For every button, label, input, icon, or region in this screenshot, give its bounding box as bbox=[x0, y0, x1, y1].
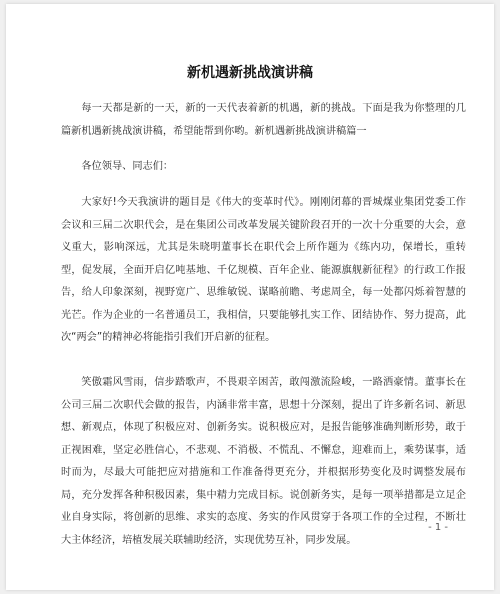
salutation-paragraph: 各位领导、同志们： bbox=[81, 161, 174, 172]
page-number: - 1 - bbox=[428, 522, 448, 533]
document-title: 新机遇新挑战演讲稿 bbox=[187, 65, 313, 81]
body-paragraph: 笑傲霜风雪雨，信步踏歌声，不畏艰辛困苦，敢闯激流险峻，一路洒豪情。董事长在公司三届二次职代会做的报告，内涵非常丰富，思想十分深刻，提出了许多新名词、新思想、新观点，体现了积极应对、创新务实。说积极应对，是报告能够准确判断形势，敢于正视困难，坚定必胜信心，不悲观、不消极、不慌乱、不懈怠，迎难而上，乘势谋事，适时而为，尽最大可能把应对措施和工作准备得更充分，并根据形势变化及时调整发展布局，充分发挥各种积极因素，集中精力完成目标。说创新务实，是每一项举措都是立足企业自身实际，将创新的思维、求实的态度、务实的作风贯穿于各项工作的全过程，不断壮大主体经济，培植发展关联辅助经济，实现优势互补，同步发展。 bbox=[61, 377, 466, 546]
intro-paragraph: 每一天都是新的一天，新的一天代表着新的机遇，新的挑战。下面是我为你整理的几篇新机遇新挑战演讲稿，希望能帮到你哟。新机遇新挑战演讲稿篇一 bbox=[61, 103, 466, 137]
document-page bbox=[6, 4, 494, 590]
body-paragraph: 大家好!今天我演讲的题目是《伟大的变革时代》。刚刚闭幕的晋城煤业集团党委工作会议和三届二次职代会，是在集团公司改革发展关键阶段召开的一次十分重要的大会，意义重大，影响深远，尤其是朱晓明董事长在职代会上所作题为《练内功，保增长，重转型，促发展，全面开启亿吨基地、千亿规模、百年企业、能源旗舰新征程》的行政工作报告，给人印象深刻，视野宽广、思维敏锐、谋略前瞻、考虑周全，每一处都闪烁着智慧的光芒。作为企业的一名普通员工，我相信，只要能够扎实工作、团结协作、努力提高，此次“两会”的精神必将能指引我们开启新的征程。 bbox=[61, 197, 466, 343]
